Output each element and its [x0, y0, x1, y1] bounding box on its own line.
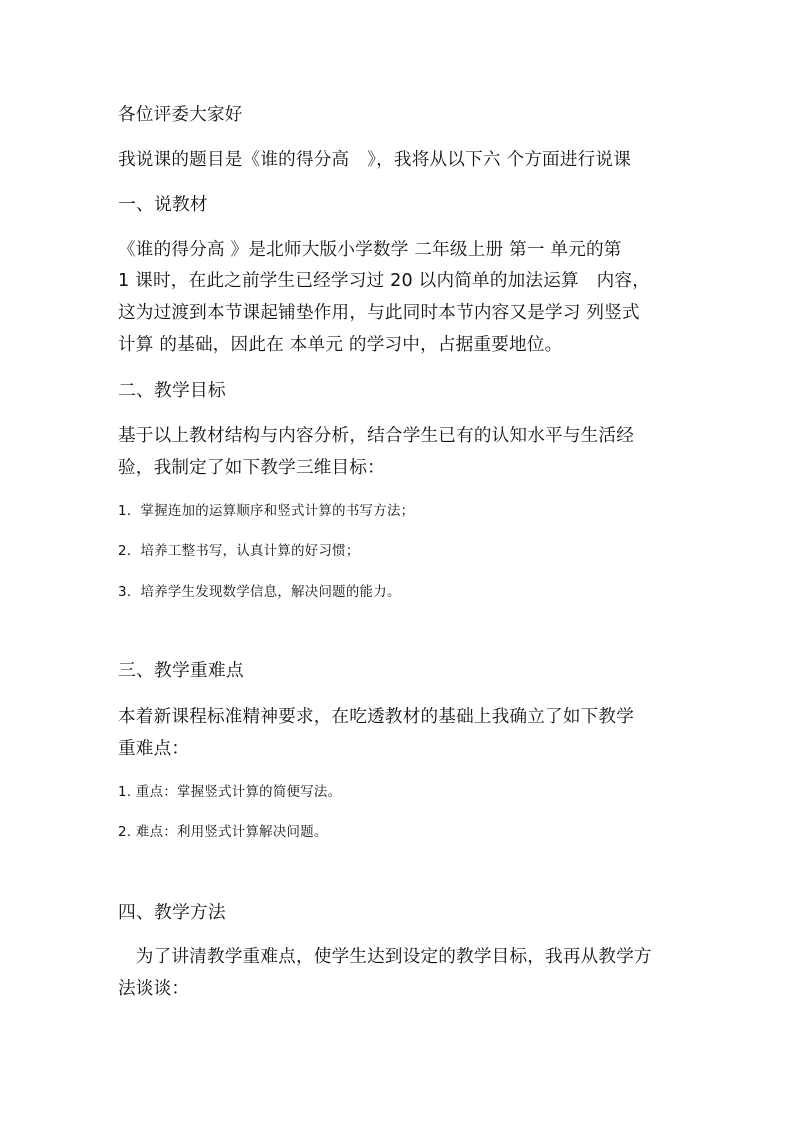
key-points-paragraph-line: 重难点： — [118, 739, 190, 759]
objectives-paragraph-line: 验，我制定了如下教学三维目标： — [118, 458, 385, 478]
section-heading-key-points: 三、教学重难点 — [118, 660, 244, 681]
key-point-item: 2. 难点：利用竖式计算解决问题。 — [118, 825, 328, 840]
methods-paragraph-line: 法谈谈： — [118, 979, 190, 999]
intro-paragraph: 我说课的题目是《谁的得分高 》，我将从以下六 个方面进行说课 — [118, 150, 632, 170]
textbook-paragraph-line: 这为过渡到本节课起铺垫作用，与此同时本节内容又是学习 列竖式 — [118, 303, 640, 323]
section-heading-textbook: 一、说教材 — [118, 194, 208, 215]
section-heading-methods: 四、教学方法 — [118, 902, 226, 923]
objective-item: 3．培养学生发现数学信息，解决问题的能力。 — [118, 585, 401, 600]
objective-item: 1．掌握连加的运算顺序和竖式计算的书写方法； — [118, 504, 415, 519]
key-points-paragraph-line: 本着新课程标准精神要求，在吃透教材的基础上我确立了如下教学 — [118, 707, 635, 727]
textbook-paragraph-line: 计算 的基础，因此在 本单元 的学习中，占据重要地位。 — [118, 335, 563, 355]
objectives-paragraph-line: 基于以上教材结构与内容分析，结合学生已有的认知水平与生活经 — [118, 426, 635, 446]
key-point-item: 1. 重点：掌握竖式计算的简便写法。 — [118, 785, 342, 800]
methods-paragraph-line: 为了讲清教学重难点，使学生达到设定的教学目标，我再从教学方 — [118, 947, 652, 967]
textbook-paragraph-line: 《谁的得分高 》是北师大版小学数学 二年级上册 第一 单元的第 — [118, 240, 622, 260]
objective-item: 2．培养工整书写，认真计算的好习惯； — [118, 544, 360, 559]
greeting: 各位评委大家好 — [118, 105, 243, 125]
textbook-paragraph-line: 1 课时，在此之前学生已经学习过 20 以内简单的加法运算 内容， — [118, 271, 650, 291]
section-heading-objectives: 二、教学目标 — [118, 380, 226, 401]
